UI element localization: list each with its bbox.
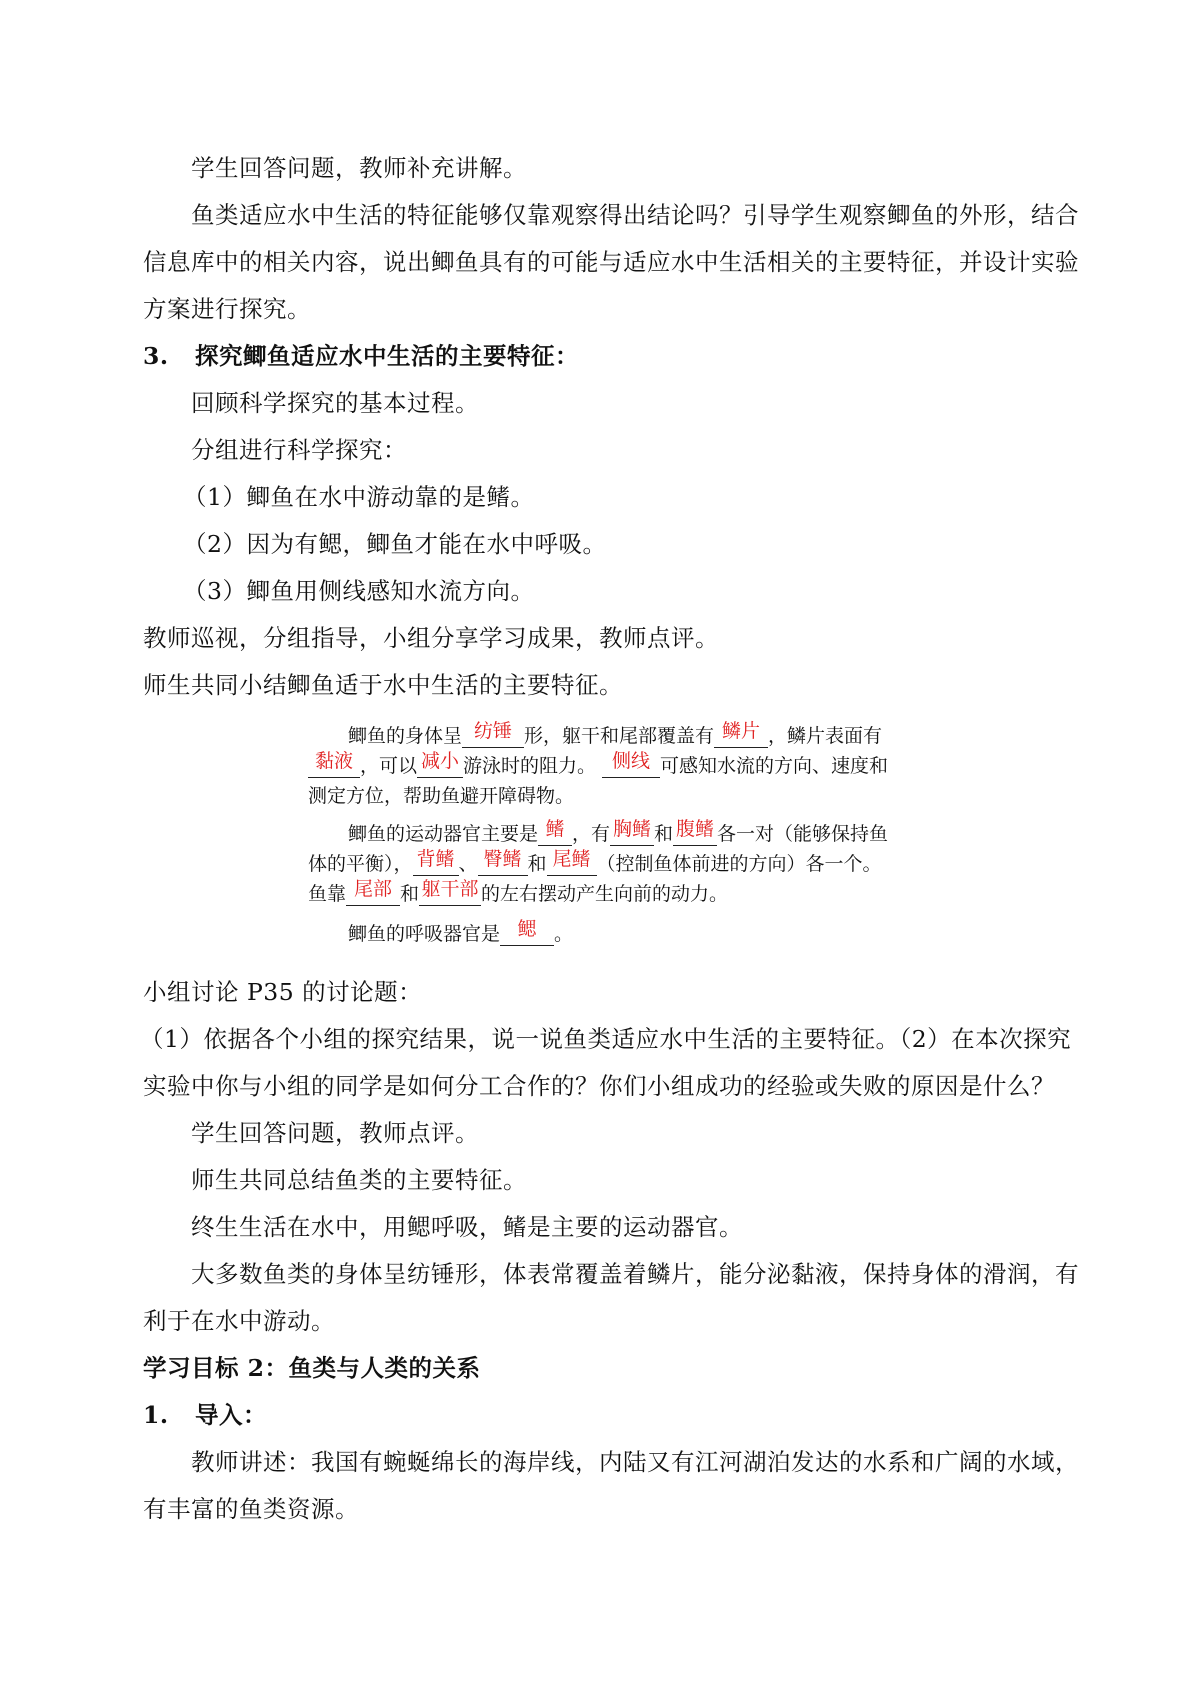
- paragraph: 学生回答问题，教师补充讲解。: [191, 154, 527, 182]
- paragraph: 教师讲述：我国有蜿蜒绵长的海岸线，内陆又有江河湖泊发达的水系和广阔的水域，: [191, 1448, 1079, 1476]
- question-3: （3）鲫鱼用侧线感知水流方向。: [183, 577, 535, 605]
- question-2: （2）因为有鳃，鲫鱼才能在水中呼吸。: [183, 530, 607, 558]
- worksheet-line: 鱼靠 尾部 和 躯干部 的左右摆动产生向前的动力。: [308, 878, 729, 905]
- answer-blank: 减小: [417, 755, 463, 778]
- answer-blank: 尾鳍: [547, 853, 597, 876]
- heading-number: 3.: [143, 342, 169, 370]
- section-heading-3: [143, 341, 1103, 371]
- worksheet-line: 黏液 ，可以 减小 游泳时的阻力。 侧线 可感知水流的方向、速度和: [308, 752, 948, 781]
- paragraph: 大多数鱼类的身体呈纺锤形，体表常覆盖着鳞片，能分泌黏液，保持身体的滑润，有: [191, 1260, 1079, 1288]
- paragraph: 终生生活在水中，用鳃呼吸，鳍是主要的运动器官。: [191, 1213, 743, 1241]
- answer-blank: 臀鳍: [478, 853, 528, 876]
- paragraph: 回顾科学探究的基本过程。: [191, 389, 479, 417]
- paragraph: 实验中你与小组的同学是如何分工合作的？你们小组成功的经验或失败的原因是什么？: [143, 1072, 1055, 1100]
- worksheet-line: 鲫鱼的身体呈 纺锤 形，躯干和尾部覆盖有 鳞片 ，鳞片表面有: [348, 720, 883, 747]
- paragraph: （1）依据各个小组的探究结果，说一说鱼类适应水中生活的主要特征。（2）在本次探究: [140, 1025, 1072, 1053]
- worksheet-line: 体的平衡）， 背鳍 、 臀鳍 和 尾鳍 （控制鱼体前进的方向）各一个。: [308, 848, 882, 875]
- paragraph: 师生共同总结鱼类的主要特征。: [191, 1166, 527, 1194]
- answer-blank: 尾部: [346, 883, 400, 906]
- paragraph: 有丰富的鱼类资源。: [143, 1495, 359, 1523]
- answer-blank: 背鳍: [413, 853, 459, 876]
- paragraph: 方案进行探究。: [143, 295, 311, 323]
- question-1: （1）鲫鱼在水中游动靠的是鳍。: [183, 483, 535, 511]
- answer-blank: 鳞片: [714, 725, 768, 748]
- answer-blank: 鳃: [500, 923, 554, 946]
- answer-blank: 黏液: [308, 755, 360, 778]
- worksheet-line: 鲫鱼的运动器官主要是 鳍 ，有 胸鳍 和 腹鳍 各一对（能够保持鱼: [348, 818, 889, 845]
- paragraph: 教师巡视，分组指导，小组分享学习成果，教师点评。: [143, 624, 719, 652]
- paragraph: 利于在水中游动。: [143, 1307, 335, 1335]
- learning-goal-heading: 学习目标 2：鱼类与人类的关系: [143, 1354, 481, 1382]
- answer-blank: 纺锤: [462, 725, 524, 748]
- answer-blank: 侧线: [602, 755, 660, 778]
- paragraph: 信息库中的相关内容，说出鲫鱼具有的可能与适应水中生活相关的主要特征，并设计实验: [143, 248, 1079, 276]
- worksheet-line: 测定方位，帮助鱼避开障碍物。: [308, 785, 575, 807]
- heading-text: 导入：: [195, 1401, 267, 1429]
- section-heading-1: [143, 1400, 1103, 1430]
- worksheet-line: 鲫鱼的呼吸器官是 鳃 。: [348, 918, 574, 945]
- answer-blank: 腹鳍: [673, 823, 717, 846]
- answer-blank: 胸鳍: [610, 823, 654, 846]
- heading-number: 1.: [143, 1401, 169, 1429]
- paragraph: 鱼类适应水中生活的特征能够仅靠观察得出结论吗？引导学生观察鲫鱼的外形，结合: [191, 201, 1079, 229]
- answer-blank: 躯干部: [419, 883, 481, 906]
- paragraph: 分组进行科学探究：: [191, 436, 407, 464]
- paragraph: 学生回答问题，教师点评。: [191, 1119, 479, 1147]
- answer-blank: 鳍: [538, 823, 572, 846]
- heading-text: 探究鲫鱼适应水中生活的主要特征：: [195, 342, 579, 370]
- paragraph: 小组讨论 P35 的讨论题：: [143, 978, 423, 1006]
- paragraph: 师生共同小结鲫鱼适于水中生活的主要特征。: [143, 671, 623, 699]
